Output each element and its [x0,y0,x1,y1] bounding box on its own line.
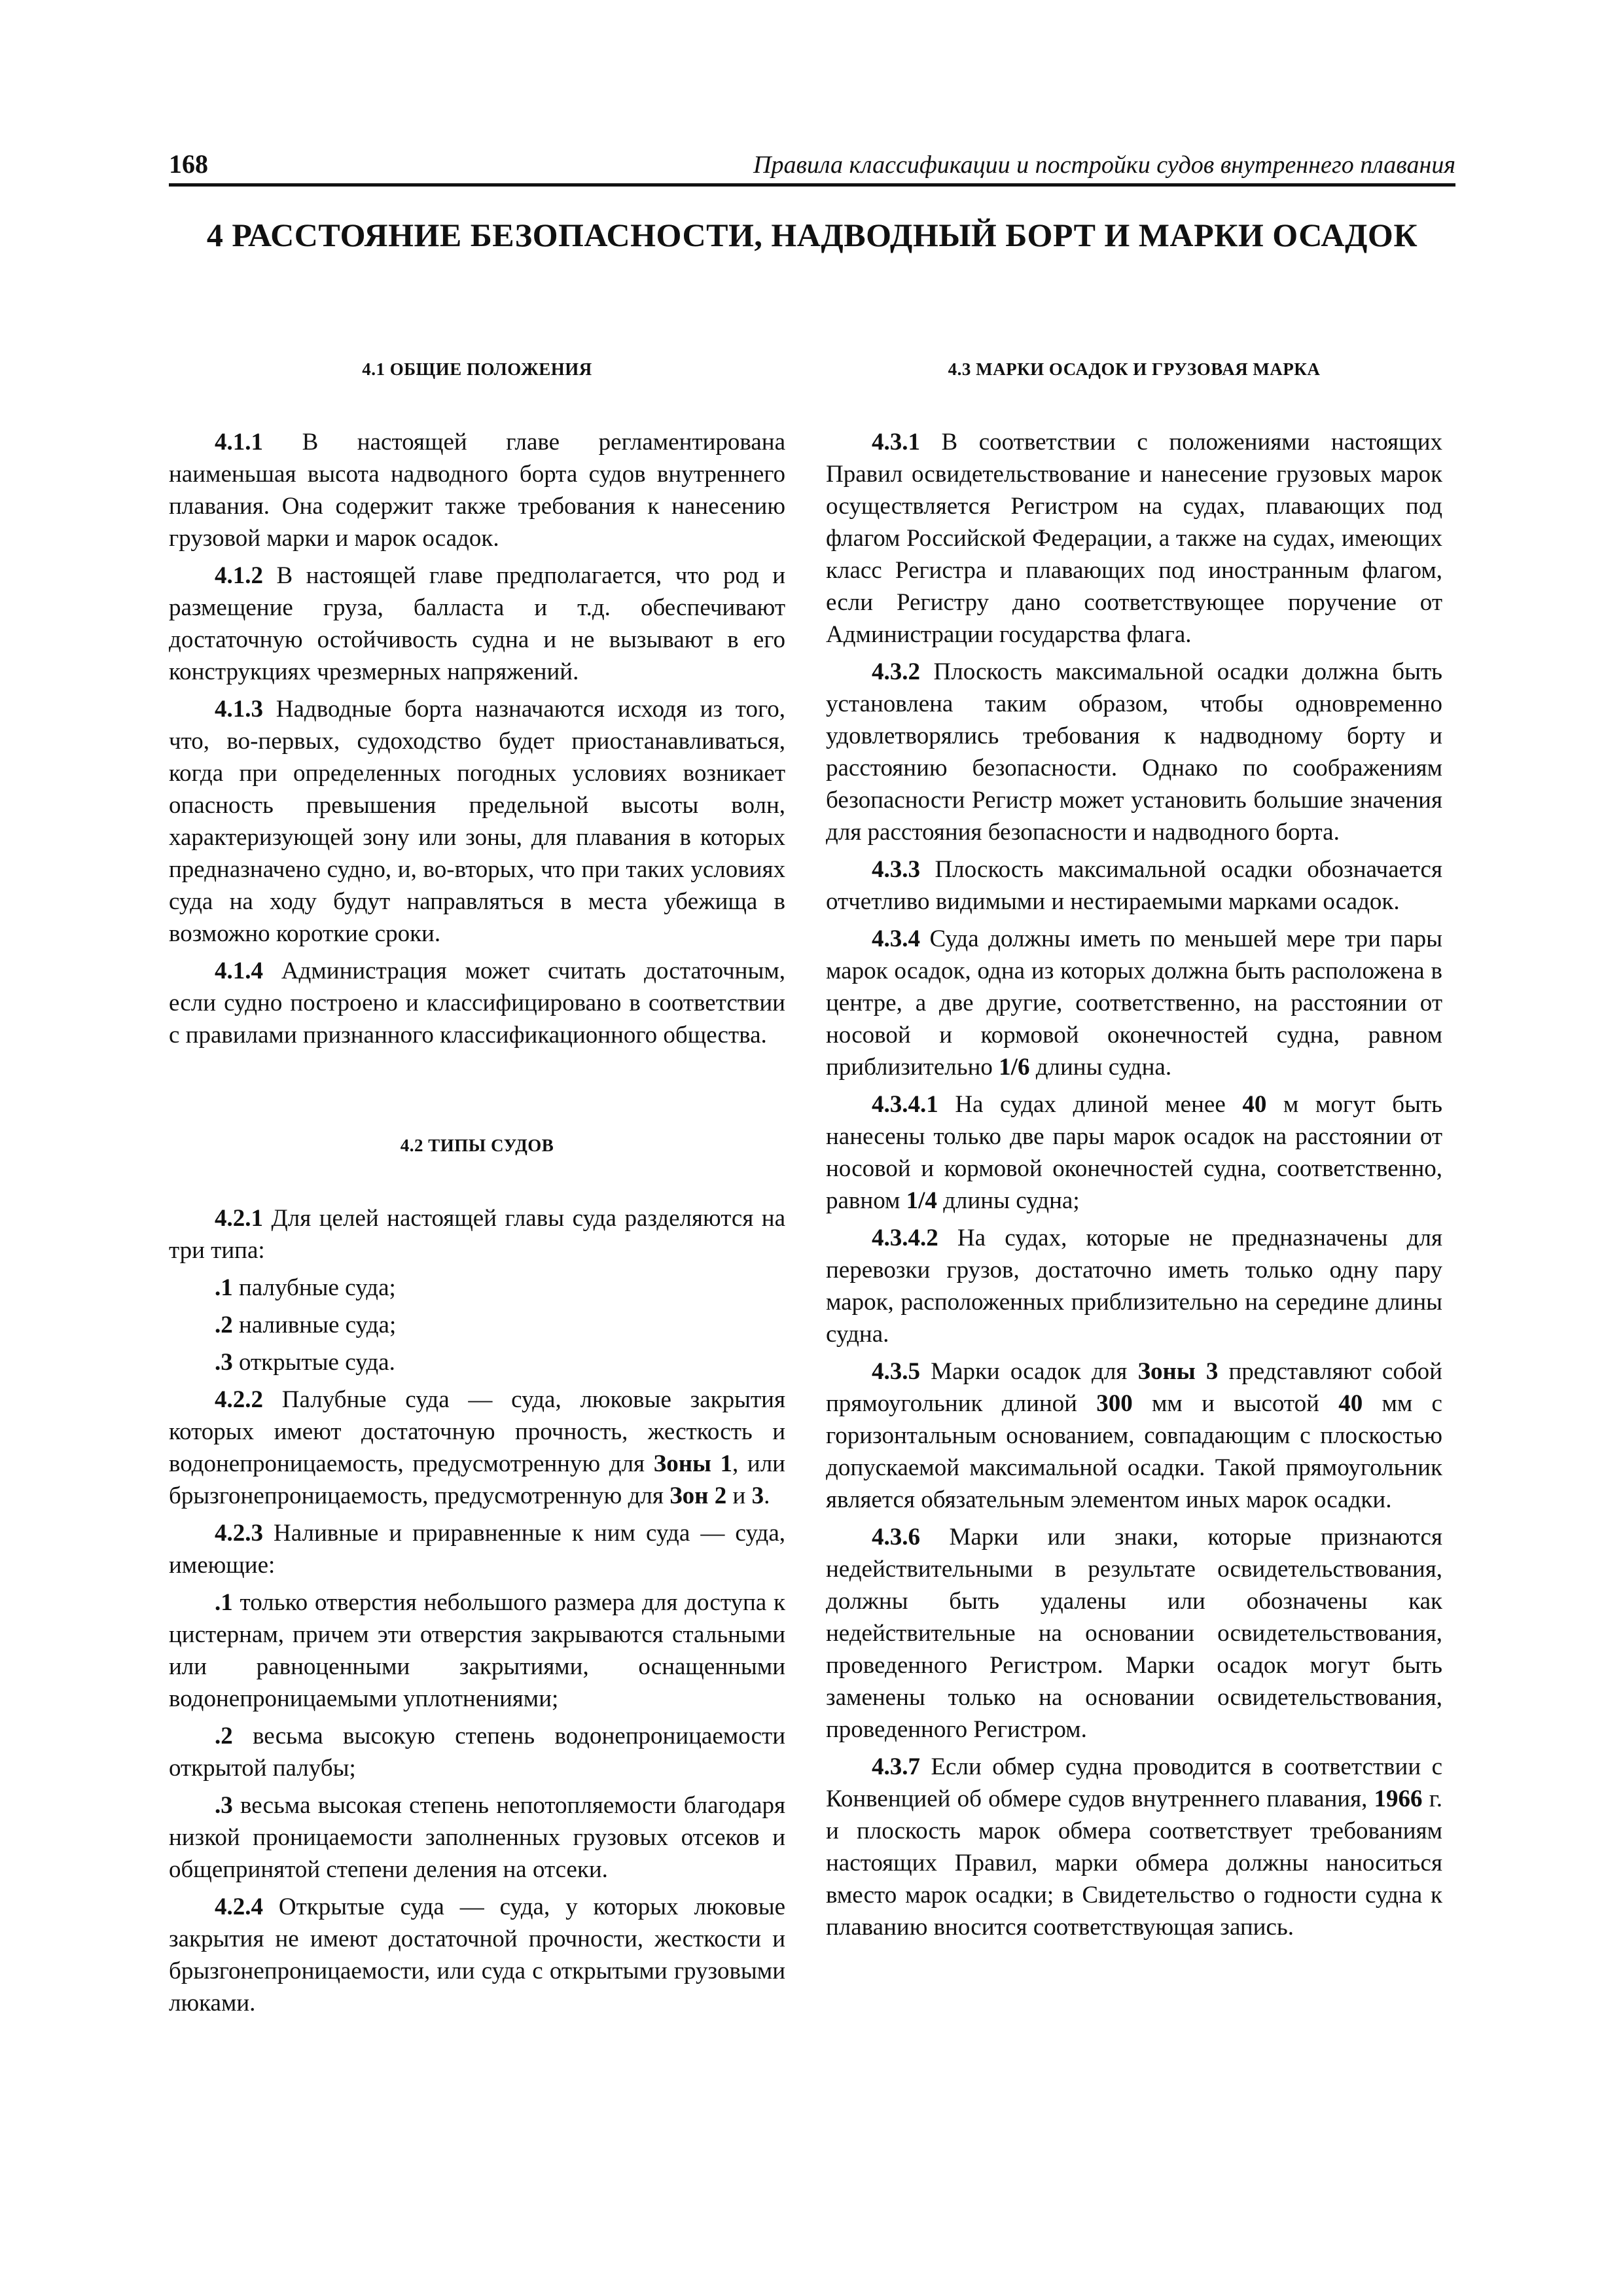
page-header [169,145,1455,187]
clause-text: длины судна. [1029,1054,1172,1081]
left-column [169,353,785,2024]
clause-number: 4.1.2 [215,562,263,589]
fraction-value: 1/6 [999,1054,1030,1081]
clause-text: Наливные и приравненные к ним суда — суда, имеющие: [169,1520,785,1579]
zone-ref: 3 [751,1482,764,1509]
clause-text: В настоящей главе предполагается, что род и размещение груза, балласта и т.д. обеспечивают достаточную остойчивость судна и не вызывают в его конструкциях чрезмерных напряжений. [169,562,785,685]
clause-text: Марки или знаки, которые признаются недействительными в результате освидетельствования, должны быть удалены или обозначены как недействительные на основании освидетельствования, проведенного Регистром. Марки осадок могут быть заменены только на основании освидетельствования, проведенного Регистром. [826,1524,1442,1743]
clause-text: Надводные борта назначаются исходя из того, что, во-первых, судоходство будет приостанавливаться, когда при определенных погодных условиях возникает опасность превышения предельной высоты волн, характеризующей зону или зоны, для плавания в которых предназначено судно, и, во-вторых, что при таких условиях суда на ходу будут направляться в места убежища в возможно короткие сроки. [169,696,785,947]
paragraph-4-1-3 [169,693,785,950]
clause-text: На судах, которые не предназначены для перевозки грузов, достаточно иметь только одну пару марок, расположенных приблизительно на середине длины судна. [826,1225,1442,1348]
section-heading-4-3: 4.3 МАРКИ ОСАДОК И ГРУЗОВАЯ МАРКА [948,359,1321,379]
clause-text: мм и высотой [1132,1390,1339,1417]
year-value: 1966 [1374,1785,1423,1812]
clause-number: 4.2.1 [215,1205,263,1232]
dimension-value: 300 [1096,1390,1133,1417]
clause-text: В настоящей главе регламентирована наименьшая высота надводного борта судов внутреннего плавания. Она содержит также требования к нанесению грузовой марки и марок осадок. [169,429,785,552]
paragraph-4-1-4 [169,955,785,1051]
clause-text: Суда должны иметь по меньшей мере три пары марок осадок, одна из которых должна быть расположена в центре, а две другие, соответственно, на расстоянии от носовой и кормовой оконечностей судна, равном приблизительно [826,925,1442,1081]
clause-text: . [764,1482,770,1509]
paragraph-4-3-4-1 [826,1088,1442,1217]
clause-text: г. и плоскость марок обмера соответствует требованиям настоящих Правил, марки обмера должны наноситься вместо марок осадки; в Свидетельство о годности судна к плаванию вносится соответствующая запись. [826,1785,1442,1941]
list-item-3 [169,1346,785,1378]
clause-text: и [726,1482,752,1509]
item-text: весьма высокая степень непотопляемости благодаря низкой проницаемости заполненных грузовых отсеков и общепринятой степени деления на отсеки. [169,1792,785,1883]
clause-text: представляют собой прямоугольник длиной [826,1358,1442,1417]
clause-number: 4.3.6 [872,1524,920,1551]
list-item-3 [169,1789,785,1886]
clause-number: 4.1.3 [215,696,263,723]
clause-text: м могут быть нанесены только две пары марок осадок на расстоянии от носовой и кормовой оконечностей судна, соответственно, равном [826,1091,1442,1214]
paragraph-4-3-3 [826,853,1442,918]
clause-text: Если обмер судна проводится в соответствии с Конвенцией об обмере судов внутреннего плавания, [826,1753,1442,1812]
clause-text: В соответствии с положениями настоящих Правил освидетельствование и нанесение грузовых марок осуществляется Регистром на судах, плавающих под флагом Российской Федерации, а также на судах, имеющих класс Регистра и плавающих под иностранным флагом, если Регистру дано соответствующее поручение от Администрации государства флага. [826,429,1442,648]
dimension-value: 40 [1338,1390,1363,1417]
paragraph-4-3-2 [826,656,1442,848]
page-number: 168 [169,149,208,179]
clause-number: 4.3.4.1 [872,1091,938,1118]
clause-text: мм с горизонтальным основанием, совпадающим с плоскостью допускаемой максимальной осадки. Такой прямоугольник является обязательным элементом иных марок осадки. [826,1390,1442,1513]
fraction-value: 1/4 [906,1187,937,1214]
item-number: .2 [215,1723,233,1749]
item-number: .3 [215,1792,233,1819]
clause-number: 4.3.1 [872,429,920,456]
clause-number: 4.1.1 [215,429,263,456]
list-item-2 [169,1720,785,1784]
list-item-1 [169,1272,785,1304]
list-item-1 [169,1587,785,1715]
clause-number: 4.2.2 [215,1386,263,1413]
length-value: 40 [1242,1091,1267,1118]
clause-text: Плоскость максимальной осадки обозначается отчетливо видимыми и нестираемыми марками осадок. [826,856,1442,915]
paragraph-4-2-2 [169,1384,785,1512]
paragraph-4-3-4-2 [826,1222,1442,1350]
paragraph-4-3-4 [826,923,1442,1083]
paragraph-4-3-7 [826,1751,1442,1943]
paragraph-4-3-1 [826,426,1442,651]
paragraph-4-2-1 [169,1202,785,1266]
clause-number: 4.3.5 [872,1358,920,1385]
zone-ref: Зоны 1 [653,1450,733,1477]
paragraph-4-3-5 [826,1355,1442,1516]
clause-text: Администрация может считать достаточным, если судно построено и классифицировано в соответствии с правилами признанного классификационного общества. [169,958,785,1049]
clause-number: 4.2.4 [215,1893,263,1920]
section-heading-4-1: 4.1 ОБЩИЕ ПОЛОЖЕНИЯ [362,359,592,379]
clause-text: На судах длиной менее [938,1091,1243,1118]
clause-number: 4.3.4 [872,925,920,952]
clause-text: Для целей настоящей главы суда разделяются на три типа: [169,1205,785,1264]
item-text: весьма высокую степень водонепроницаемости открытой палубы; [169,1723,785,1782]
item-number: .3 [215,1349,233,1376]
item-number: .2 [215,1312,233,1338]
item-text: только отверстия небольшого размера для доступа к цистернам, причем эти отверстия закрываются стальными или равноценными закрытиями, оснащенными водонепроницаемыми уплотнениями; [169,1589,785,1712]
list-item-2 [169,1309,785,1341]
clause-number: 4.3.4.2 [872,1225,938,1251]
paragraph-4-2-4 [169,1891,785,2019]
clause-number: 4.3.3 [872,856,920,883]
section-heading-4-2: 4.2 ТИПЫ СУДОВ [400,1136,554,1155]
clause-number: 4.3.7 [872,1753,920,1780]
right-column [826,353,1442,1948]
paragraph-4-2-3 [169,1517,785,1581]
item-text: палубные суда; [232,1274,396,1301]
clause-number: 4.3.2 [872,658,920,685]
paragraph-4-3-6 [826,1521,1442,1746]
clause-text: Открытые суда — суда, у которых люковые закрытия не имеют достаточной прочности, жесткости и брызгонепроницаемости, или суда с открытыми грузовыми люками. [169,1893,785,2017]
clause-text: , или брызгонепроницаемость, предусмотренную для [169,1450,785,1509]
item-number: .1 [215,1274,233,1301]
clause-text: Марки осадок для [920,1358,1138,1385]
item-text: наливные суда; [232,1312,397,1338]
item-number: .1 [215,1589,233,1616]
running-title: Правила классификации и постройки судов внутреннего плавания [753,151,1455,179]
clause-text: длины судна; [936,1187,1080,1214]
paragraph-4-1-2 [169,560,785,688]
clause-number: 4.2.3 [215,1520,263,1547]
item-text: открытые суда. [232,1349,395,1376]
paragraph-4-1-1 [169,426,785,554]
chapter-title: 4 РАССТОЯНИЕ БЕЗОПАСНОСТИ, НАДВОДНЫЙ БОРТ И МАРКИ ОСАДОК [206,217,1418,253]
zone-ref: Зон 2 [669,1482,727,1509]
clause-number: 4.1.4 [215,958,263,984]
zone-ref: Зоны 3 [1137,1358,1219,1385]
clause-text: Плоскость максимальной осадки должна быть установлена таким образом, чтобы одновременно удовлетворялись требования к надводному борту и расстоянию безопасности. Однако по соображениям безопасности Регистр может установить большие значения для расстояния безопасности и надводного борта. [826,658,1442,846]
clause-text: Палубные суда — суда, люковые закрытия которых имеют достаточную прочность, жесткость и водонепроницаемость, предусмотренную для [169,1386,785,1477]
